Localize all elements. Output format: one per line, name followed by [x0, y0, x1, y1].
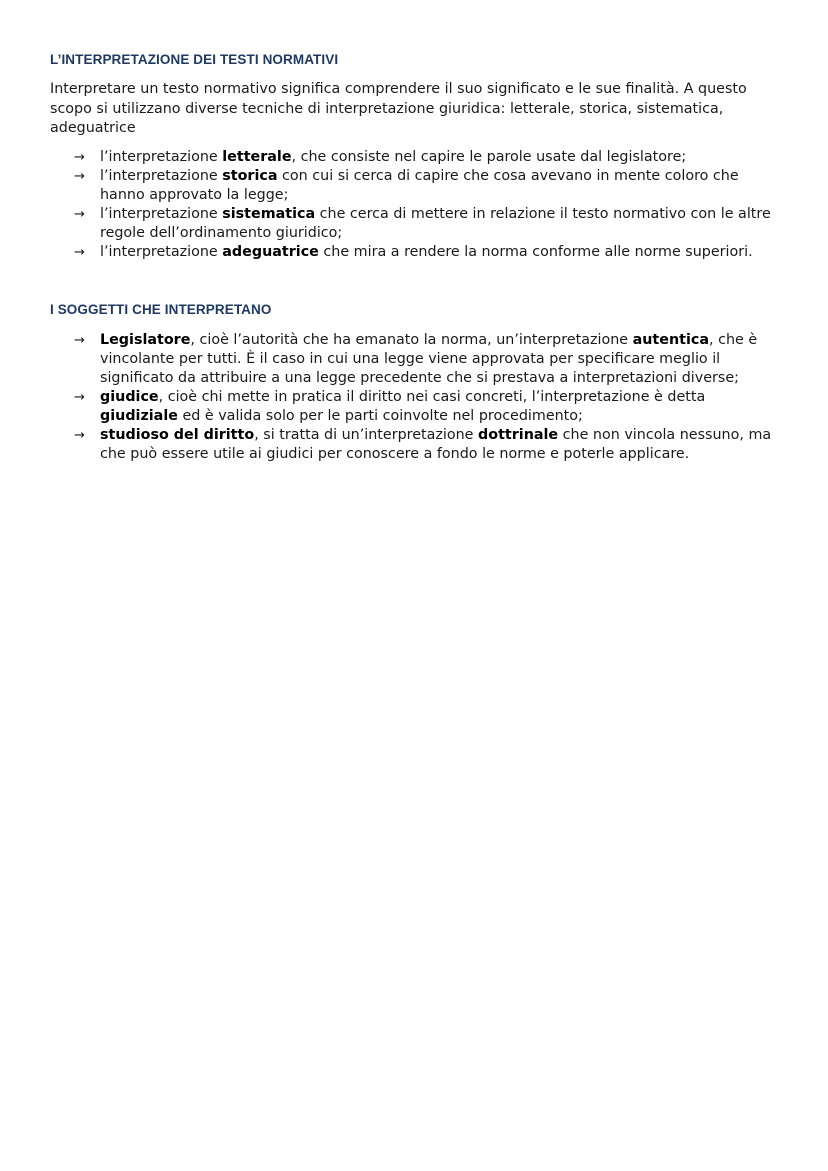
arrow-icon: →	[74, 169, 85, 184]
list-item-studioso: → studioso del diritto, si tratta di un’interpretazione dottrinale che non vincola nessuno, ma che può essere utile ai giudici per conoscere a fondo le norme e poterle applicare.	[74, 427, 772, 462]
list-item-adeguatrice: → l’interpretazione adeguatrice che mira a rendere la norma conforme alle norme superiori.	[74, 244, 753, 260]
list-item-letterale: → l’interpretazione letterale, che consiste nel capire le parole usate dal legislatore;	[74, 149, 687, 165]
subjects-list	[74, 331, 774, 464]
list-item-storica: → l’interpretazione storica con cui si cerca di capire che cosa avevano in mente coloro che hanno approvato la legge;	[74, 168, 739, 203]
arrow-icon: →	[74, 245, 85, 260]
techniques-list	[74, 148, 774, 262]
list-item-sistematica: → l’interpretazione sistematica che cerca di mettere in relazione il testo normativo con le altre regole dell’ordinamento giuridico;	[74, 206, 771, 241]
intro-paragraph: Interpretare un testo normativo significa comprendere il suo significato e le sue finalità. A questo scopo si utilizzano diverse tecniche di interpretazione giuridica: letterale, storica, sistematica, adeguatrice	[50, 81, 747, 136]
list-item-legislatore: → Legislatore, cioè l’autorità che ha emanato la norma, un’interpretazione autentica, che è vincolante per tutti. È il caso in cui una legge viene approvata per specificare meglio il significato da attribuire a una legge precedente che si prestava a interpretazioni diverse;	[74, 332, 758, 386]
arrow-icon: →	[74, 207, 85, 222]
section-title-interpretazione: L’INTERPRETAZIONE DEI TESTI NORMATIVI	[50, 52, 339, 67]
section-title-soggetti: I SOGGETTI CHE INTERPRETANO	[50, 302, 272, 317]
arrow-icon: →	[74, 333, 85, 348]
arrow-icon: →	[74, 390, 85, 405]
list-item-giudice: → giudice, cioè chi mette in pratica il diritto nei casi concreti, l’interpretazione è detta giudiziale ed è valida solo per le parti coinvolte nel procedimento;	[74, 389, 706, 424]
arrow-icon: →	[74, 428, 85, 443]
arrow-icon: →	[74, 150, 85, 165]
